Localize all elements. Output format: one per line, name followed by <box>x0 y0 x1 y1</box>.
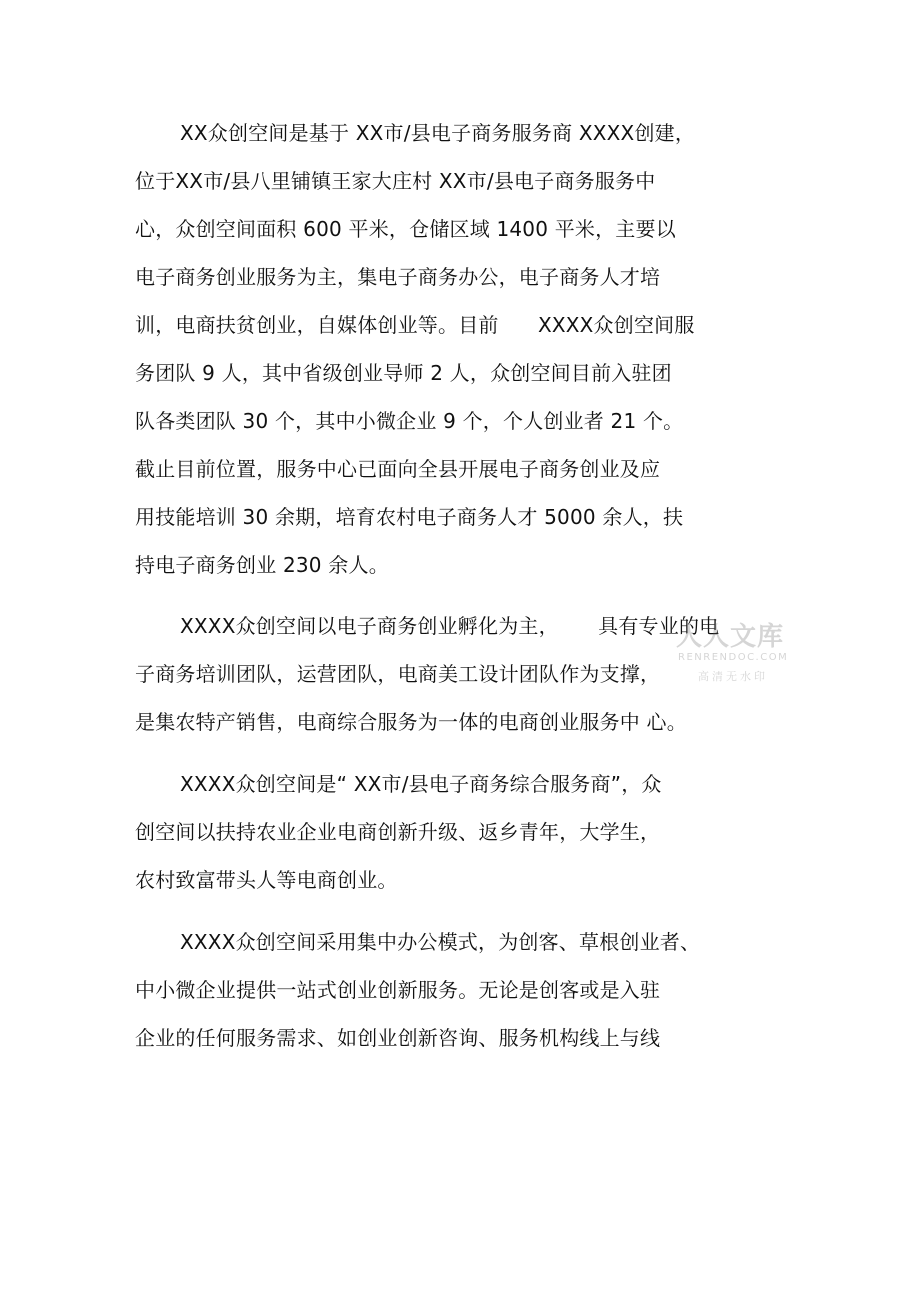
watermark-tagline: 高清无水印 <box>698 670 768 683</box>
paragraph-line: 子商务培训团队，运营团队，电商美工设计团队作为支撑， <box>135 662 661 686</box>
watermark-title: 人人文库 <box>676 622 785 652</box>
paragraph-line: 是集农特产销售，电商综合服务为一体的电商创业服务中 心。 <box>135 710 687 734</box>
paragraph-line: XX众创空间是基于 XX市/县电子商务服务商 XXXX创建， <box>180 121 696 145</box>
paragraph-line: 队各类团队 30 个，其中小微企业 9 个，个人创业者 21 个。 <box>135 409 684 433</box>
paragraph-line: 务团队 9 人，其中省级创业导师 2 人，众创空间目前入驻团 <box>135 361 672 385</box>
paragraph-line: 中小微企业提供一站式创业创新服务。无论是创客或是入驻 <box>135 978 661 1002</box>
paragraph-line: 创空间以扶持农业企业电商创新升级、返乡青年，大学生， <box>135 820 661 844</box>
paragraph-line: 电子商务创业服务为主，集电子商务办公，电子商务人才培 <box>135 265 661 289</box>
paragraph-line: 用技能培训 30 余期，培育农村电子商务人才 5000 余人，扶 <box>135 505 684 529</box>
paragraph-line: 心，众创空间面积 600 平米，仓储区域 1400 平米，主要以 <box>135 217 676 241</box>
paragraph-line: XXXX众创空间以电子商务创业孵化为主， 具有专业的电 <box>180 614 720 638</box>
watermark-domain: RENRENDOC.COM <box>678 652 789 663</box>
paragraph-line: 企业的任何服务需求、如创业创新咨询、服务机构线上与线 <box>135 1026 661 1050</box>
paragraph-line: 截止目前位置，服务中心已面向全县开展电子商务创业及应 <box>135 457 661 481</box>
paragraph-line: 持电子商务创业 230 余人。 <box>135 553 389 577</box>
paragraph-line: 位于XX市/县八里铺镇王家大庄村 XX市/县电子商务服务中 <box>135 169 656 193</box>
paragraph-line: XXXX众创空间是“ XX市/县电子商务综合服务商”，众 <box>180 772 662 796</box>
paragraph-line: 训，电商扶贫创业，自媒体创业等。目前 XXXX众创空间服 <box>135 313 695 337</box>
paragraph-line: 农村致富带头人等电商创业。 <box>135 868 398 892</box>
paragraph-line: XXXX众创空间采用集中办公模式，为创客、草根创业者、 <box>180 930 701 954</box>
